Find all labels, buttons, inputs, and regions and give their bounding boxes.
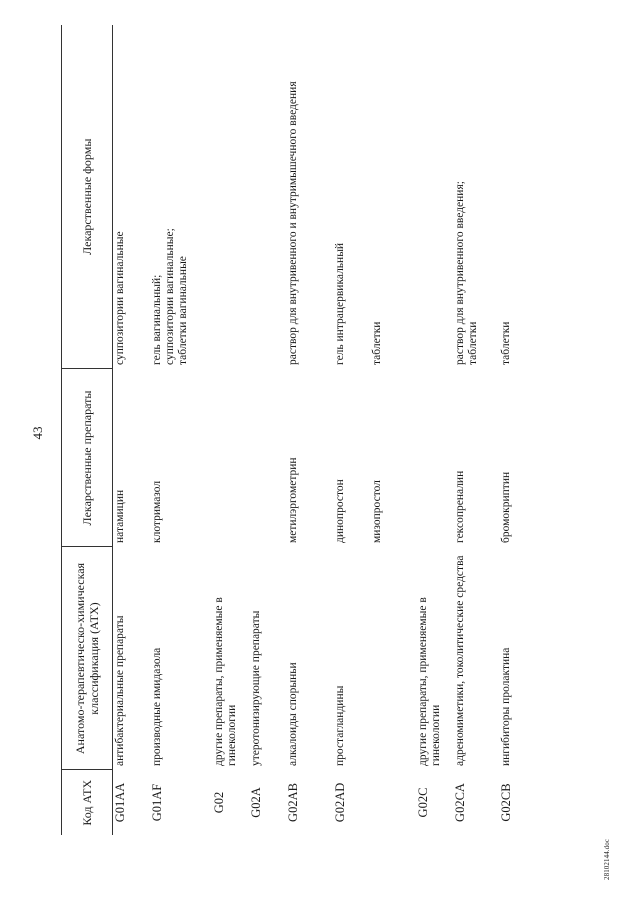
table-body — [113, 25, 529, 835]
dosage-form-cell — [416, 25, 453, 369]
table-row — [249, 25, 286, 835]
atx-code-cell: G01AF — [149, 783, 164, 822]
classification-cell: другие препараты, применяемые в гинекологии — [416, 597, 442, 766]
atx-code-cell: G02AD — [332, 782, 347, 823]
table-row — [370, 25, 416, 835]
dosage-form-cell — [212, 25, 249, 369]
drug-cell: натамицин — [114, 489, 126, 543]
atx-code-cell: G02C — [415, 787, 430, 818]
header-code: Код АТХ — [62, 770, 113, 835]
classification-cell: адреномиметики, токолитические средства — [453, 555, 466, 766]
dosage-form-cell — [453, 25, 499, 369]
atx-code-cell: G02A — [248, 787, 263, 818]
dosage-form-cell: суппозитории вагинальные — [114, 231, 126, 365]
table-row — [150, 25, 212, 835]
dosage-form-cell — [249, 25, 286, 369]
classification-cell: простагландины — [333, 685, 346, 766]
table-row — [113, 25, 150, 835]
classification-cell: антибактериальные препараты — [114, 615, 126, 766]
dosage-form-cell-line: гель вагинальный; — [150, 274, 163, 365]
classification-cell: другие препараты, применяемые в гинекологии — [212, 597, 238, 766]
classification-cell — [370, 547, 416, 770]
table-row — [416, 25, 453, 835]
dosage-form-cell-line: таблетки вагинальные — [176, 256, 189, 365]
classification-cell: производные имидазола — [150, 647, 163, 766]
atx-code-cell: G02CA — [452, 783, 467, 822]
header-drugs: Лекарственные препараты — [62, 369, 113, 547]
atx-code-cell: G01AA — [113, 782, 127, 823]
classification-cell: алкалоиды спорыньи — [286, 662, 299, 766]
dosage-form-cell: таблетки — [499, 321, 512, 365]
drug-cell — [416, 369, 453, 547]
dosage-form-cell: таблетки — [370, 321, 383, 365]
drug-cell: метилэргометрин — [286, 457, 299, 543]
page-number: 43 — [30, 426, 45, 440]
drug-cell: бромокриптин — [499, 471, 512, 543]
header-classification: Анатомо-терапевтическо-химическая классификация (АТХ) — [62, 547, 113, 770]
table-row — [453, 25, 499, 835]
dosage-form-cell: гель интрацервикальный — [333, 242, 346, 365]
rotated-content — [30, 25, 615, 880]
drug-cell — [249, 369, 286, 547]
table-row — [499, 25, 529, 835]
header-forms: Лекарственные формы — [62, 25, 113, 369]
table-header-row — [62, 25, 113, 835]
footer-file-name: 28102144.doc — [603, 838, 611, 880]
drug-cell: мизопростол — [370, 480, 383, 543]
atx-code-cell: G02 — [211, 791, 226, 814]
dosage-form-cell-line: суппозитории вагинальные; — [163, 228, 176, 365]
dosage-form-cell-line: таблетки — [466, 321, 479, 365]
table-row — [333, 25, 370, 835]
table-row — [286, 25, 333, 835]
atx-code-cell — [370, 770, 416, 835]
dosage-form-cell-line: раствор для внутривенного введения; — [453, 181, 466, 365]
dosage-form-cell: раствор для внутривенного и внутримышечного введения — [286, 81, 299, 365]
atx-table — [61, 25, 529, 835]
classification-cell: утеротонизирующие препараты — [249, 610, 262, 766]
classification-cell: ингибиторы пролактина — [499, 647, 512, 766]
drug-cell — [212, 369, 249, 547]
drug-cell: гексопреналин — [453, 470, 466, 543]
table-row — [212, 25, 249, 835]
atx-code-cell: G02CB — [498, 783, 513, 822]
atx-code-cell: G02AB — [285, 783, 300, 822]
drug-cell: клотримазол — [150, 480, 163, 543]
drug-cell: динопростон — [333, 479, 346, 543]
dosage-form-cell — [150, 25, 212, 369]
